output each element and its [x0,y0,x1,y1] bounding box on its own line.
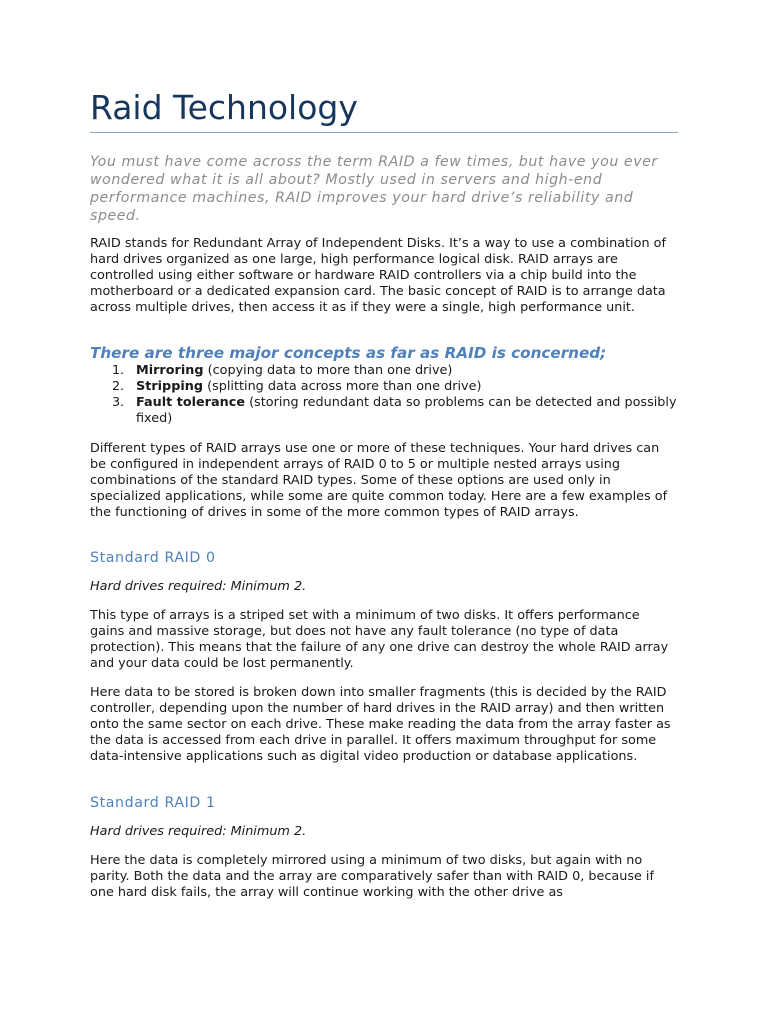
list-number: 2. [112,379,125,395]
raid1-paragraph-1: Here the data is completely mirrored using a minimum of two disks, but again with no parity. Both the data and the array are comparatively safer than with RAID 0, because if one hard disk fails, the array will continue working with the other drive as [90,853,654,901]
list-number: 1. [112,363,125,378]
intro-paragraph: You must have come across the term RAID a few times, but have you ever wondered what it is all about? Mostly used in servers and high-end performance machines, RAID improves your hard drive’s reliability and speed. [90,154,658,224]
list-desc: (storing redundant data so problems can be detected and possibly fixed) [136,395,677,427]
concepts-heading: There are three major concepts as far as RAID is concerned; [90,344,607,362]
raid1-heading: Standard RAID 1 [90,795,216,811]
body-paragraph-raid-definition: RAID stands for Redundant Array of Independent Disks. It’s a way to use a combination of hard drives organized as one large, high performance logical disk. RAID arrays are controlled using either software or hardware RAID controllers via a chip build into the motherboard or a dedicated expansion card. The basic concept of RAID is to arrange data across multiple drives, then access it as if they were a single, high performance unit. [90,236,666,316]
list-item [90,363,678,379]
raid0-heading: Standard RAID 0 [90,550,216,566]
list-number: 3. [112,395,125,411]
raid0-paragraph-1: This type of arrays is a striped set with a minimum of two disks. It offers performance gains and massive storage, but does not have any fault tolerance (no type of data protection). This means that the failure of any one drive can destroy the whole RAID array and your data could be lost permanently. [90,608,669,672]
list-term: Mirroring [136,363,204,378]
raid0-requirement: Hard drives required: Minimum 2. [90,579,307,594]
body-paragraph-raid-types: Different types of RAID arrays use one or more of these techniques. Your hard drives can be configured in independent arrays of RAID 0 to 5 or multiple nested arrays using combinations of the standard RAID types. Some of these options are used only in specialized applications, while some are quite common today. Here are a few examples of the functioning of drives in some of the more common types of RAID arrays. [90,441,668,521]
title-underline [90,132,678,133]
raid0-paragraph-2: Here data to be stored is broken down into smaller fragments (this is decided by the RAID controller, depending upon the number of hard drives in the RAID array) and then written onto the same sector on each drive. These make reading the data from the array faster as the data is accessed from each drive in parallel. It offers maximum throughput for some data-intensive applications such as digital video production or database applications. [90,685,671,765]
list-desc: (splitting data across more than one drive) [203,379,482,395]
list-term: Fault tolerance [136,395,245,411]
list-item [90,395,678,427]
list-item [90,379,678,395]
raid1-requirement: Hard drives required: Minimum 2. [90,824,307,839]
list-desc: (copying data to more than one drive) [203,363,453,378]
list-term: Stripping [136,379,204,395]
page-title: Raid Technology [90,88,358,127]
concepts-list [90,363,678,427]
